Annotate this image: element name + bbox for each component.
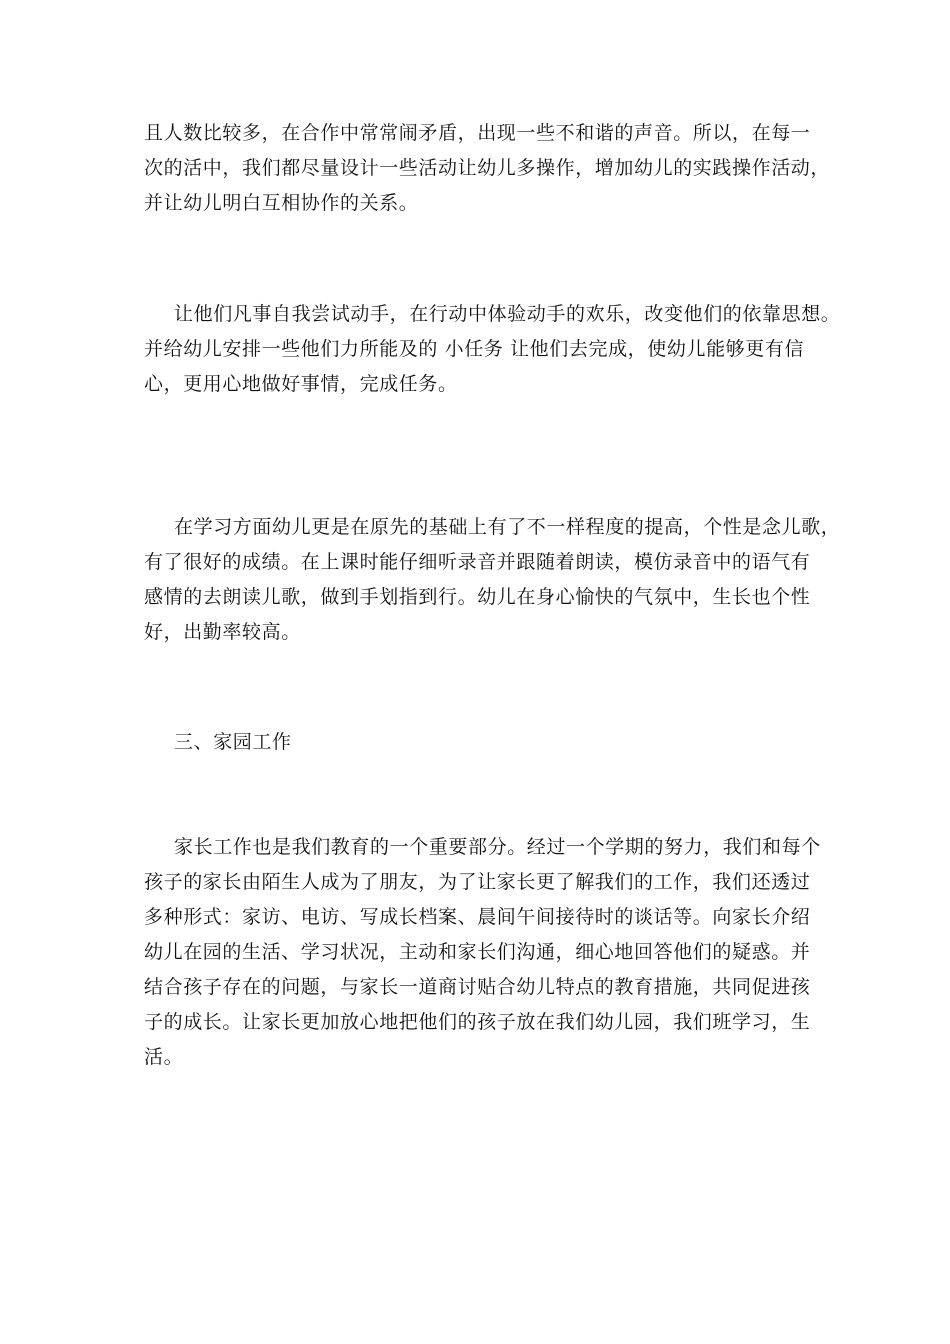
text-line: 感情的去朗读儿歌，做到手划指到行。幼儿在身心愉快的气氛中，生长也个性 xyxy=(144,586,811,608)
text-line: 并让幼儿明白互相协作的关系。 xyxy=(144,192,419,214)
paragraph-parent-work xyxy=(144,830,824,1075)
text-line: 且人数比较多，在合作中常常闹矛盾，出现一些不和谐的声音。所以，在每一 xyxy=(144,122,811,144)
text-line: 并给幼儿安排一些他们力所能及的 小任务 让他们去完成，使幼儿能够更有信 xyxy=(144,338,805,360)
paragraph-learning xyxy=(144,510,841,650)
text-line: 幼儿在园的生活、学习状况，主动和家长们沟通，细心地回答他们的疑惑。并 xyxy=(144,941,811,963)
paragraph-self-reliance xyxy=(144,297,841,402)
text-line: 在学习方面幼儿更是在原先的基础上有了不一样程度的提高，个性是念儿歌， xyxy=(174,516,841,538)
text-line: 活。 xyxy=(144,1046,184,1068)
text-line: 有了很好的成绩。在上课时能仔细听录音并跟随着朗读，模仿录音中的语气有 xyxy=(144,551,811,573)
text-line: 让他们凡事自我尝试动手，在行动中体验动手的欢乐，改变他们的依靠思想。 xyxy=(174,303,841,325)
text-line: 家长工作也是我们教育的一个重要部分。经过一个学期的努力，我们和每个 xyxy=(174,836,821,858)
heading-text: 三、家园工作 xyxy=(174,731,292,753)
text-line: 结合孩子存在的问题，与家长一道商讨贴合幼儿特点的教育措施，共同促进孩 xyxy=(144,976,811,998)
paragraph-cooperation xyxy=(144,116,831,221)
text-line: 心，更用心地做好事情，完成任务。 xyxy=(144,373,458,395)
text-line: 子的成长。让家长更加放心地把他们的孩子放在我们幼儿园，我们班学习，生 xyxy=(144,1011,811,1033)
text-line: 好，出勤率较高。 xyxy=(144,621,301,643)
section-heading xyxy=(144,725,824,760)
text-line: 孩子的家长由陌生人成为了朋友，为了让家长更了解我们的工作，我们还透过 xyxy=(144,871,811,893)
text-line: 次的活中，我们都尽量设计一些活动让幼儿多操作，增加幼儿的实践操作活动， xyxy=(144,157,831,179)
text-line: 多种形式：家访、电访、写成长档案、晨间午间接待时的谈话等。向家长介绍 xyxy=(144,906,811,928)
